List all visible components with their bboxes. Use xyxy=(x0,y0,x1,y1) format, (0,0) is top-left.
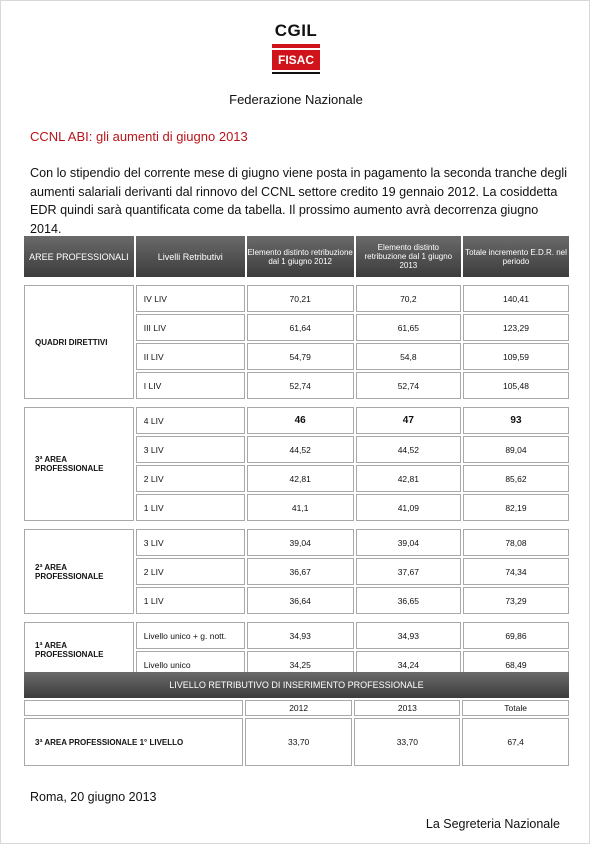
value-cell: 105,48 xyxy=(463,372,569,399)
table-row xyxy=(24,285,569,312)
header-edr-2013: Elemento distinto retribuzione dal 1 giugno 2013 xyxy=(356,236,461,277)
value-cell: 42,81 xyxy=(247,465,354,492)
header-edr-2012: Elemento distinto retribuzione dal 1 giugno 2012 xyxy=(247,236,354,277)
table-row xyxy=(24,622,569,649)
level-cell: Livello unico + g. nott. xyxy=(136,622,245,649)
table-spacer-cell xyxy=(24,616,569,620)
inserimento-col-2012: 2012 xyxy=(245,700,353,716)
area-cell: 2ª AREA PROFESSIONALE xyxy=(24,529,134,614)
table-spacer xyxy=(24,401,569,405)
header-aree: AREE PROFESSIONALI xyxy=(24,236,134,277)
level-cell: IV LIV xyxy=(136,285,245,312)
footer-signature: La Segreteria Nazionale xyxy=(425,817,560,831)
value-cell: 42,81 xyxy=(356,465,461,492)
area-cell: 3ª AREA PROFESSIONALE xyxy=(24,407,134,521)
value-cell: 109,59 xyxy=(463,343,569,370)
level-cell: II LIV xyxy=(136,343,245,370)
document-heading: CCNL ABI: gli aumenti di giugno 2013 xyxy=(30,129,248,144)
inserimento-col-totale: Totale xyxy=(462,700,569,716)
intro-paragraph: Con lo stipendio del corrente mese di giugno viene posta in pagamento la seconda tranche degli aumenti salariali derivanti dal rinnovo del CCNL settore credito 19 gennaio 2012. La cosiddetta EDR quindi sarà quantificata come da tabella. Il prossimo aumento avrà decorrenza giugno 2014. xyxy=(30,166,567,236)
value-cell: 36,67 xyxy=(247,558,354,585)
level-cell: 1 LIV xyxy=(136,494,245,521)
value-cell: 82,19 xyxy=(463,494,569,521)
table-row xyxy=(24,407,569,434)
logo-red-bar xyxy=(272,44,320,48)
value-cell: 70,21 xyxy=(247,285,354,312)
value-cell: 123,29 xyxy=(463,314,569,341)
area-cell: QUADRI DIRETTIVI xyxy=(24,285,134,399)
level-cell: 2 LIV xyxy=(136,558,245,585)
value-cell: 41,09 xyxy=(356,494,461,521)
header-totale: Totale incremento E.D.R. nel periodo xyxy=(463,236,569,277)
level-cell: III LIV xyxy=(136,314,245,341)
value-cell: 44,52 xyxy=(247,436,354,463)
value-cell: 41,1 xyxy=(247,494,354,521)
value-cell: 47 xyxy=(356,407,461,434)
value-cell: 73,29 xyxy=(463,587,569,614)
level-cell: Livello unico xyxy=(136,651,245,678)
level-cell: 3 LIV xyxy=(136,436,245,463)
cgil-fisac-logo xyxy=(272,22,320,74)
logo-underline xyxy=(272,72,320,74)
inserimento-value-2012: 33,70 xyxy=(245,718,353,766)
table-row xyxy=(24,529,569,556)
value-cell: 34,24 xyxy=(356,651,461,678)
inserimento-value-totale: 67,4 xyxy=(462,718,569,766)
value-cell: 36,65 xyxy=(356,587,461,614)
inserimento-col-2013: 2013 xyxy=(354,700,460,716)
federazione-nazionale: Federazione Nazionale xyxy=(229,92,363,107)
value-cell: 69,86 xyxy=(463,622,569,649)
level-cell: 2 LIV xyxy=(136,465,245,492)
table-spacer-cell xyxy=(24,523,569,527)
inserimento-row xyxy=(24,718,569,766)
value-cell: 70,2 xyxy=(356,285,461,312)
value-cell: 61,65 xyxy=(356,314,461,341)
value-cell: 68,49 xyxy=(463,651,569,678)
header-livelli: Livelli Retributivi xyxy=(136,236,245,277)
value-cell: 52,74 xyxy=(356,372,461,399)
value-cell: 78,08 xyxy=(463,529,569,556)
value-cell: 37,67 xyxy=(356,558,461,585)
value-cell: 52,74 xyxy=(247,372,354,399)
footer-date: Roma, 20 giugno 2013 xyxy=(30,790,157,804)
value-cell: 34,93 xyxy=(356,622,461,649)
value-cell: 39,04 xyxy=(247,529,354,556)
table-spacer-cell xyxy=(24,401,569,405)
level-cell: I LIV xyxy=(136,372,245,399)
value-cell: 54,79 xyxy=(247,343,354,370)
value-cell: 36,64 xyxy=(247,587,354,614)
inserimento-table xyxy=(22,670,571,768)
inserimento-empty-cell xyxy=(24,700,243,716)
value-cell: 39,04 xyxy=(356,529,461,556)
value-cell: 54,8 xyxy=(356,343,461,370)
value-cell: 61,64 xyxy=(247,314,354,341)
table-spacer-cell xyxy=(24,279,569,283)
value-cell: 89,04 xyxy=(463,436,569,463)
value-cell: 34,93 xyxy=(247,622,354,649)
level-cell: 4 LIV xyxy=(136,407,245,434)
logo-fisac-text: FISAC xyxy=(272,50,320,70)
table-header-row xyxy=(24,236,569,277)
aumenti-table-body xyxy=(24,279,569,678)
inserimento-row-label: 3ª AREA PROFESSIONALE 1° LIVELLO xyxy=(24,718,243,766)
value-cell: 140,41 xyxy=(463,285,569,312)
level-cell: 1 LIV xyxy=(136,587,245,614)
level-cell: 3 LIV xyxy=(136,529,245,556)
value-cell: 93 xyxy=(463,407,569,434)
value-cell: 46 xyxy=(247,407,354,434)
logo-cgil-text: CGIL xyxy=(274,21,318,40)
inserimento-title: LIVELLO RETRIBUTIVO DI INSERIMENTO PROFESSIONALE xyxy=(24,672,569,698)
inserimento-value-2013: 33,70 xyxy=(354,718,460,766)
value-cell: 74,34 xyxy=(463,558,569,585)
value-cell: 85,62 xyxy=(463,465,569,492)
table-spacer xyxy=(24,279,569,283)
area-cell: 1ª AREA PROFESSIONALE xyxy=(24,622,134,678)
table-spacer xyxy=(24,523,569,527)
table-spacer xyxy=(24,616,569,620)
aumenti-table xyxy=(22,234,571,680)
value-cell: 34,25 xyxy=(247,651,354,678)
value-cell: 44,52 xyxy=(356,436,461,463)
